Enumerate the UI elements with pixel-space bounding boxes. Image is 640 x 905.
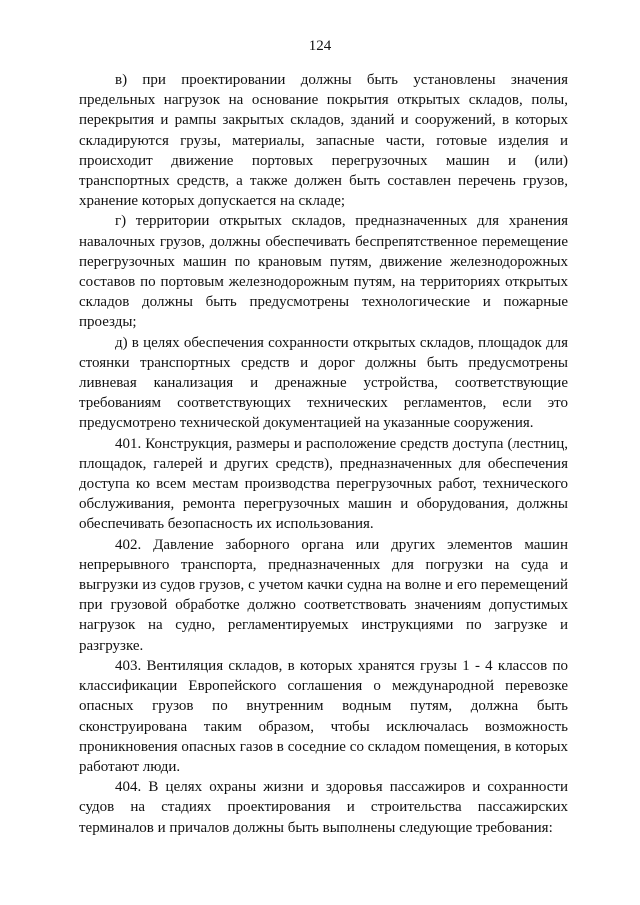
paragraph-item-d: д) в целях обеспечения сохранности открытых складов, площадок для стоянки транспортных средств и дорог должны быть предусмотрены ливневая канализация и дренажные устройства, соответствующие требованиям соответствующих технических регламентов, если это предусмотрено технической документацией на указанные сооружения. [79, 334, 568, 432]
paragraph-item-g: г) территории открытых складов, предназначенных для хранения навалочных грузов, должны обеспечивать беспрепятственное перемещение перегрузочных машин по крановым путям, движение железнодорожных составов по портовым железнодорожным путям, на территориях открытых складов должны быть предусмотрены технологические и пожарные проезды; [79, 213, 568, 331]
paragraph-404: 404. В целях охраны жизни и здоровья пассажиров и сохранности судов на стадиях проектирования и строительства пассажирских терминалов и причалов должны быть выполнены следующие требования: [79, 779, 568, 836]
paragraph-item-v: в) при проектировании должны быть установлены значения предельных нагрузок на основание покрытия открытых складов, полы, перекрытия и рампы закрытых складов, зданий и сооружений, в которых складируются грузы, материалы, запасные части, готовые изделия и происходит движение портовых перегрузочных машин и (или) транспортных средств, а также должен быть составлен перечень грузов, хранение которых допускается на складе; [79, 72, 568, 210]
paragraph-401: 401. Конструкция, размеры и расположение средств доступа (лестниц, площадок, галерей и других средств), предназначенных для обеспечения доступа ко всем местам производства перегрузочных работ, технического обслуживания, ремонта перегрузочных машин и оборудования, должны обеспечивать безопасность их использования. [79, 435, 568, 533]
page-number: 124 [308, 38, 332, 54]
document-body [79, 70, 568, 838]
paragraph-403: 403. Вентиляция складов, в которых хранятся грузы 1 - 4 классов по классификации Европейского соглашения о международной перевозке опасных грузов по внутренним водным путям, должна быть сконструирована таким образом, чтобы исключалась возможность проникновения опасных газов в соседние со складом помещения, в которых работают люди. [79, 657, 568, 775]
paragraph-402: 402. Давление заборного органа или других элементов машин непрерывного транспорта, предназначенных для погрузки на суда и выгрузки из судов грузов, с учетом качки судна на волне и его перемещений при грузовой обработке должно соответствовать значениям допустимых нагрузок на судно, регламентируемых инструкциями по загрузке и разгрузке. [79, 536, 568, 654]
